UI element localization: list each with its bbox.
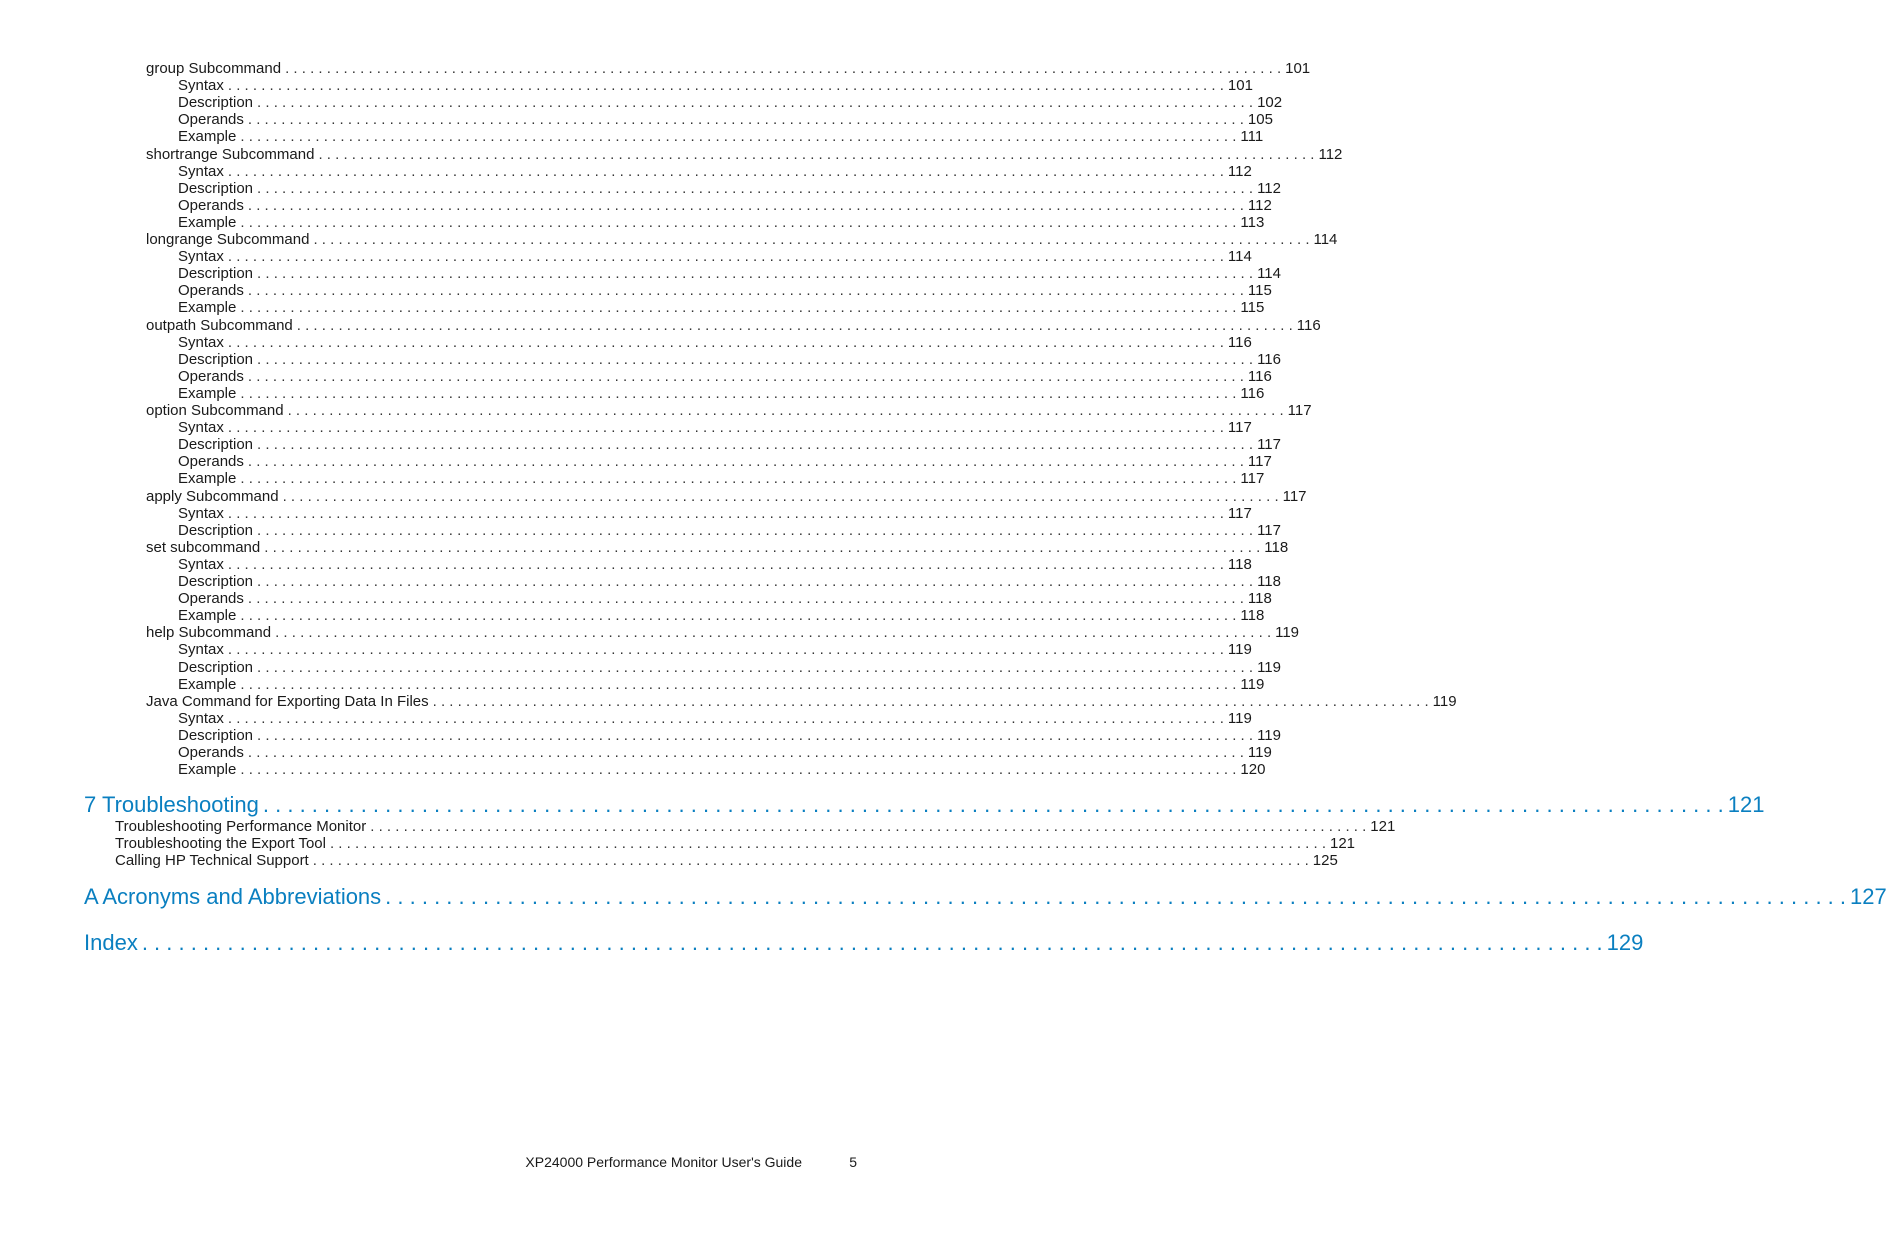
toc-entry[interactable]: [178, 761, 1266, 779]
toc-entry[interactable]: [178, 299, 1265, 317]
toc-entry-page: 125: [1312, 852, 1338, 870]
dot-leader: . . . . . . . . . . . . . . . . . . . . . . . . . . . . . . . . . . . . . . . . . . . . . . . . . . . . . . . . . . . . . . . . . . . . . . . . . . . . . . . . . . . . . . . . . . . . . . . . . . . . . . . . . . . . . . . . . . . . . . . .: [257, 573, 1254, 590]
toc-entry-label: Example: [178, 761, 237, 779]
toc-entry[interactable]: [178, 162, 1252, 180]
dot-leader: . . . . . . . . . . . . . . . . . . . . . . . . . . . . . . . . . . . . . . . . . . . . . . . . . . . . . . . . . . . . . . . . . . . . . . . . . . . . . . . . . . . . . . . . . . . . . . . . . . . . . . . . . . . . . . . . . . . . . . . .: [287, 402, 1284, 419]
toc-entry[interactable]: [146, 60, 1311, 77]
toc-entry-label: Description: [178, 573, 254, 590]
dot-leader: . . . . . . . . . . . . . . . . . . . . . . . . . . . . . . . . . . . . . . . . . . . . . . . . . . . . . . . . . . . . . . . . . . . . . . . . . . . . . . . . . . . . . . . . . . . . . . . . . . . . . . . . . . . . . . . . . . . . . . . .: [227, 555, 1224, 573]
toc-entry-label: Syntax: [178, 333, 224, 351]
toc-entry-label: Syntax: [178, 77, 224, 95]
toc-entry-page: 114: [1313, 231, 1338, 248]
dot-leader: . . . . . . . . . . . . . . . . . . . . . . . . . . . . . . . . . . . . . . . . . . . . . . . . . . . . . . . . . . . . . . . . . . . . . . . . . . . . . . . . . . . . . . . . . . . . . . . . . . . . . . . . . . . . . . . . . . . . . . . .: [240, 675, 1237, 693]
dot-leader: . . . . . . . . . . . . . . . . . . . . . . . . . . . . . . . . . . . . . . . . . . . . . . . . . . . . . . . . . . . . . . . . . . . . . . . . . . . . . . . . . . . . . . . . . . . . . . . . . . . . . . . . . . . . . . . . . . . . . . . .: [247, 196, 1244, 214]
dot-leader: . . . . . . . . . . . . . . . . . . . . . . . . . . . . . . . . . . . . . . . . . . . . . . . . . . . . . . . . . . . . . . . . . . . . . . . . . . . . . . . . . . . . . . . . . . . . . . . . . . . . . . . . . . . . . . . . . . . . . . . .: [141, 929, 1603, 955]
toc-entry-page: 120: [1240, 761, 1266, 779]
toc-entry[interactable]: [146, 402, 1312, 419]
toc-entry[interactable]: [146, 692, 1457, 710]
toc-entry-page: 116: [1257, 350, 1281, 368]
toc-entry-page: 121: [1370, 818, 1396, 836]
toc-entry[interactable]: [178, 282, 1272, 300]
toc-entry-page: 101: [1285, 60, 1311, 77]
toc-entry-page: 118: [1264, 538, 1289, 556]
toc-entry[interactable]: [146, 316, 1321, 334]
toc-entry-page: 119: [1227, 709, 1252, 727]
dot-leader: . . . . . . . . . . . . . . . . . . . . . . . . . . . . . . . . . . . . . . . . . . . . . . . . . . . . . . . . . . . . . . . . . . . . . . . . . . . . . . . . . . . . . . . . . . . . . . . . . . . . . . . . . . . . . . . . . . . . . . . .: [285, 60, 1282, 77]
toc-entry-label: Description: [178, 94, 254, 112]
dot-leader: . . . . . . . . . . . . . . . . . . . . . . . . . . . . . . . . . . . . . . . . . . . . . . . . . . . . . . . . . . . . . . . . . . . . . . . . . . . . . . . . . . . . . . . . . . . . . . . . . . . . . . . . . . . . . . . . . . . . . . . .: [240, 213, 1237, 231]
toc-entry-label: Description: [178, 521, 254, 539]
dot-leader: . . . . . . . . . . . . . . . . . . . . . . . . . . . . . . . . . . . . . . . . . . . . . . . . . . . . . . . . . . . . . . . . . . . . . . . . . . . . . . . . . . . . . . . . . . . . . . . . . . . . . . . . . . . . . . . . . . . . . . . .: [247, 744, 1244, 761]
toc-entry-page: 113: [1240, 213, 1265, 231]
dot-leader: . . . . . . . . . . . . . . . . . . . . . . . . . . . . . . . . . . . . . . . . . . . . . . . . . . . . . . . . . . . . . . . . . . . . . . . . . . . . . . . . . . . . . . . . . . . . . . . . . . . . . . . . . . . . . . . . . . . . . . . .: [240, 384, 1237, 402]
toc-entry-label: longrange Subcommand: [146, 231, 310, 248]
toc-entry-label: Operands: [178, 590, 244, 608]
toc-entry-label: Description: [178, 658, 254, 676]
toc-entry-label: Description: [178, 265, 254, 283]
toc-entry-label: Syntax: [178, 248, 224, 266]
toc-entry-label: Calling HP Technical Support: [115, 852, 309, 870]
dot-leader: . . . . . . . . . . . . . . . . . . . . . . . . . . . . . . . . . . . . . . . . . . . . . . . . . . . . . . . . . . . . . . . . . . . . . . . . . . . . . . . . . . . . . . . . . . . . . . . . . . . . . . . . . . . . . . . . . . . . . . . .: [282, 487, 1279, 505]
toc-entry[interactable]: [178, 590, 1272, 608]
toc-entry-page: 114: [1227, 248, 1252, 266]
toc-entry-page: 118: [1247, 590, 1272, 608]
toc-entry-page: 117: [1257, 436, 1281, 454]
dot-leader: . . . . . . . . . . . . . . . . . . . . . . . . . . . . . . . . . . . . . . . . . . . . . . . . . . . . . . . . . . . . . . . . . . . . . . . . . . . . . . . . . . . . . . . . . . . . . . . . . . . . . . . . . . . . . . . . . . . . . . . .: [247, 367, 1244, 385]
toc-entry-label: Troubleshooting Performance Monitor: [115, 818, 367, 836]
toc-chapter-entry[interactable]: [84, 929, 1644, 956]
dot-leader: . . . . . . . . . . . . . . . . . . . . . . . . . . . . . . . . . . . . . . . . . . . . . . . . . . . . . . . . . . . . . . . . . . . . . . . . . . . . . . . . . . . . . . . . . . . . . . . . . . . . . . . . . . . . . . . . . . . . . . . .: [432, 692, 1429, 710]
toc-entry[interactable]: [178, 128, 1264, 146]
dot-leader: . . . . . . . . . . . . . . . . . . . . . . . . . . . . . . . . . . . . . . . . . . . . . . . . . . . . . . . . . . . . . . . . . . . . . . . . . . . . . . . . . . . . . . . . . . . . . . . . . . . . . . . . . . . . . . . . . . . . . . . .: [257, 94, 1254, 112]
footer-page-number: 5: [849, 1154, 857, 1170]
dot-leader: . . . . . . . . . . . . . . . . . . . . . . . . . . . . . . . . . . . . . . . . . . . . . . . . . . . . . . . . . . . . . . . . . . . . . . . . . . . . . . . . . . . . . . . . . . . . . . . . . . . . . . . . . . . . . . . . . . . . . . . .: [312, 852, 1309, 870]
toc-entry-label: Java Command for Exporting Data In Files: [146, 692, 429, 710]
dot-leader: . . . . . . . . . . . . . . . . . . . . . . . . . . . . . . . . . . . . . . . . . . . . . . . . . . . . . . . . . . . . . . . . . . . . . . . . . . . . . . . . . . . . . . . . . . . . . . . . . . . . . . . . . . . . . . . . . . . . . . . .: [296, 316, 1293, 334]
toc-entry-page: 118: [1227, 555, 1252, 573]
dot-leader: . . . . . . . . . . . . . . . . . . . . . . . . . . . . . . . . . . . . . . . . . . . . . . . . . . . . . . . . . . . . . . . . . . . . . . . . . . . . . . . . . . . . . . . . . . . . . . . . . . . . . . . . . . . . . . . . . . . . . . . .: [257, 265, 1254, 283]
dot-leader: . . . . . . . . . . . . . . . . . . . . . . . . . . . . . . . . . . . . . . . . . . . . . . . . . . . . . . . . . . . . . . . . . . . . . . . . . . . . . . . . . . . . . . . . . . . . . . . . . . . . . . . . . . . . . . . . . . . . . . . .: [227, 641, 1224, 659]
dot-leader: . . . . . . . . . . . . . . . . . . . . . . . . . . . . . . . . . . . . . . . . . . . . . . . . . . . . . . . . . . . . . . . . . . . . . . . . . . . . . . . . . . . . . . . . . . . . . . . . . . . . . . . . . . . . . . . . . . . . . . . .: [247, 282, 1244, 300]
toc-entry-page: 119: [1227, 641, 1252, 659]
dot-leader: . . . . . . . . . . . . . . . . . . . . . . . . . . . . . . . . . . . . . . . . . . . . . . . . . . . . . . . . . . . . . . . . . . . . . . . . . . . . . . . . . . . . . . . . . . . . . . . . . . . . . . . . . . . . . . . . . . . . . . . .: [257, 726, 1254, 744]
dot-leader: . . . . . . . . . . . . . . . . . . . . . . . . . . . . . . . . . . . . . . . . . . . . . . . . . . . . . . . . . . . . . . . . . . . . . . . . . . . . . . . . . . . . . . . . . . . . . . . . . . . . . . . . . . . . . . . . . . . . . . . .: [227, 77, 1224, 95]
toc-entry-label: shortrange Subcommand: [146, 145, 315, 163]
toc-entry-page: 115: [1240, 299, 1265, 317]
dot-leader: . . . . . . . . . . . . . . . . . . . . . . . . . . . . . . . . . . . . . . . . . . . . . . . . . . . . . . . . . . . . . . . . . . . . . . . . . . . . . . . . . . . . . . . . . . . . . . . . . . . . . . . . . . . . . . . . . . . . . . . .: [257, 179, 1254, 197]
toc-entry-label: Example: [178, 384, 237, 402]
toc-entry-label: Example: [178, 470, 237, 488]
toc-entry-page: 116: [1227, 333, 1252, 351]
toc-entry-page: 112: [1227, 162, 1252, 180]
toc-entry-label: Example: [178, 675, 237, 693]
toc-entry-page: 119: [1432, 692, 1457, 710]
dot-leader: . . . . . . . . . . . . . . . . . . . . . . . . . . . . . . . . . . . . . . . . . . . . . . . . . . . . . . . . . . . . . . . . . . . . . . . . . . . . . . . . . . . . . . . . . . . . . . . . . . . . . . . . . . . . . . . . . . . . . . . .: [257, 436, 1254, 454]
toc-entry-label: Troubleshooting the Export Tool: [115, 835, 326, 853]
dot-leader: . . . . . . . . . . . . . . . . . . . . . . . . . . . . . . . . . . . . . . . . . . . . . . . . . . . . . . . . . . . . . . . . . . . . . . . . . . . . . . . . . . . . . . . . . . . . . . . . . . . . . . . . . . . . . . . . . . . . . . . .: [370, 818, 1367, 836]
dot-leader: . . . . . . . . . . . . . . . . . . . . . . . . . . . . . . . . . . . . . . . . . . . . . . . . . . . . . . . . . . . . . . . . . . . . . . . . . . . . . . . . . . . . . . . . . . . . . . . . . . . . . . . . . . . . . . . . . . . . . . . .: [247, 590, 1244, 608]
toc-entry[interactable]: [178, 179, 1281, 197]
toc-entry-page: 116: [1247, 367, 1272, 385]
toc-entry-label: Syntax: [178, 504, 224, 522]
toc-entry[interactable]: [178, 504, 1252, 522]
toc-entry[interactable]: [178, 196, 1272, 214]
toc-entry-page: 127: [1850, 883, 1887, 909]
toc-entry-page: 118: [1257, 573, 1281, 590]
toc-entry-label: Description: [178, 726, 254, 744]
toc-entry-page: 112: [1257, 179, 1281, 197]
toc-entry-label: Operands: [178, 196, 244, 214]
dot-leader: . . . . . . . . . . . . . . . . . . . . . . . . . . . . . . . . . . . . . . . . . . . . . . . . . . . . . . . . . . . . . . . . . . . . . . . . . . . . . . . . . . . . . . . . . . . . . . . . . . . . . . . . . . . . . . . . . . . . . . . .: [313, 231, 1310, 248]
toc-entry-page: 119: [1257, 658, 1281, 676]
toc-entry-page: 105: [1247, 111, 1273, 129]
page-footer: [0, 1154, 954, 1174]
toc-entry-label: Syntax: [178, 641, 224, 659]
toc-entry-page: 119: [1275, 624, 1300, 642]
toc-entry-label: Example: [178, 607, 237, 625]
dot-leader: . . . . . . . . . . . . . . . . . . . . . . . . . . . . . . . . . . . . . . . . . . . . . . . . . . . . . . . . . . . . . . . . . . . . . . . . . . . . . . . . . . . . . . . . . . . . . . . . . . . . . . . . . . . . . . . . . . . . . . . .: [240, 607, 1237, 625]
toc-entry[interactable]: [146, 538, 1289, 556]
footer-title: XP24000 Performance Monitor User's Guide: [525, 1154, 802, 1170]
toc-entry-label: Operands: [178, 453, 244, 471]
toc-entry-page: 129: [1606, 929, 1644, 955]
toc-entry-label: Operands: [178, 111, 244, 129]
toc-entry[interactable]: [146, 487, 1307, 505]
toc-entry[interactable]: [178, 111, 1273, 129]
toc-entry-label: Example: [178, 213, 237, 231]
dot-leader: . . . . . . . . . . . . . . . . . . . . . . . . . . . . . . . . . . . . . . . . . . . . . . . . . . . . . . . . . . . . . . . . . . . . . . . . . . . . . . . . . . . . . . . . . . . . . . . . . . . . . . . . . . . . . . . . . . . . . . . .: [247, 453, 1244, 471]
toc-entry[interactable]: [178, 744, 1272, 761]
toc-entry-page: 116: [1296, 316, 1321, 334]
dot-leader: . . . . . . . . . . . . . . . . . . . . . . . . . . . . . . . . . . . . . . . . . . . . . . . . . . . . . . . . . . . . . . . . . . . . . . . . . . . . . . . . . . . . . . . . . . . . . . . . . . . . . . . . . . . . . . . . . . . . . . . .: [264, 538, 1261, 556]
toc-entry-page: 115: [1247, 282, 1272, 300]
dot-leader: . . . . . . . . . . . . . . . . . . . . . . . . . . . . . . . . . . . . . . . . . . . . . . . . . . . . . . . . . . . . . . . . . . . . . . . . . . . . . . . . . . . . . . . . . . . . . . . . . . . . . . . . . . . . . . . . . . . . . . . .: [240, 128, 1237, 146]
toc-entry-page: 114: [1257, 265, 1281, 283]
toc-entry-label: Example: [178, 128, 237, 146]
toc-entry-label: Syntax: [178, 162, 224, 180]
toc-entry-page: 119: [1257, 726, 1281, 744]
toc-entry-page: 112: [1318, 145, 1343, 163]
toc-entry-page: 112: [1247, 196, 1272, 214]
toc-entry[interactable]: [178, 641, 1252, 659]
toc-entry[interactable]: [178, 521, 1281, 539]
toc-entry-page: 117: [1227, 504, 1252, 522]
toc-entry-label: set subcommand: [146, 538, 261, 556]
dot-leader: . . . . . . . . . . . . . . . . . . . . . . . . . . . . . . . . . . . . . . . . . . . . . . . . . . . . . . . . . . . . . . . . . . . . . . . . . . . . . . . . . . . . . . . . . . . . . . . . . . . . . . . . . . . . . . . . . . . . . . . .: [240, 470, 1237, 488]
toc-entry[interactable]: [178, 333, 1252, 351]
dot-leader: . . . . . . . . . . . . . . . . . . . . . . . . . . . . . . . . . . . . . . . . . . . . . . . . . . . . . . . . . . . . . . . . . . . . . . . . . . . . . . . . . . . . . . . . . . . . . . . . . . . . . . . . . . . . . . . . . . . . . . . .: [275, 624, 1272, 642]
toc-entry-page: 117: [1240, 470, 1265, 488]
toc-entry[interactable]: [178, 213, 1265, 231]
toc-entry[interactable]: [178, 573, 1281, 590]
toc-entry-label: Syntax: [178, 419, 224, 437]
toc-entry[interactable]: [178, 436, 1281, 454]
toc-entry-label: apply Subcommand: [146, 487, 279, 505]
toc-entry[interactable]: [115, 852, 1338, 870]
toc-entry-label: Operands: [178, 282, 244, 300]
toc-entry-label: Example: [178, 299, 237, 317]
toc-entry[interactable]: [178, 555, 1252, 573]
toc-entry-page: 116: [1240, 384, 1265, 402]
toc-entry-label: 7 Troubleshooting: [84, 792, 259, 818]
toc-entry-page: 119: [1240, 675, 1265, 693]
toc-entry-page: 111: [1240, 128, 1264, 146]
toc-entry-page: 117: [1227, 419, 1252, 437]
toc-entry-label: A Acronyms and Abbreviations: [84, 883, 382, 909]
dot-leader: . . . . . . . . . . . . . . . . . . . . . . . . . . . . . . . . . . . . . . . . . . . . . . . . . . . . . . . . . . . . . . . . . . . . . . . . . . . . . . . . . . . . . . . . . . . . . . . . . . . . . . . . . . . . . . . . . . . . . . . .: [227, 419, 1224, 437]
toc-entry[interactable]: [178, 726, 1281, 744]
toc-entry-page: 119: [1247, 744, 1272, 761]
toc-entry[interactable]: [146, 145, 1343, 163]
toc-entry[interactable]: [115, 818, 1396, 836]
dot-leader: . . . . . . . . . . . . . . . . . . . . . . . . . . . . . . . . . . . . . . . . . . . . . . . . . . . . . . . . . . . . . . . . . . . . . . . . . . . . . . . . . . . . . . . . . . . . . . . . . . . . . . . . . . . . . . . . . . . . . . . .: [227, 162, 1224, 180]
toc-entry-label: Index: [84, 929, 138, 955]
toc-entry-label: outpath Subcommand: [146, 316, 293, 334]
toc-entry[interactable]: [178, 470, 1265, 488]
dot-leader: . . . . . . . . . . . . . . . . . . . . . . . . . . . . . . . . . . . . . . . . . . . . . . . . . . . . . . . . . . . . . . . . . . . . . . . . . . . . . . . . . . . . . . . . . . . . . . . . . . . . . . . . . . . . . . . . . . . . . . . .: [257, 350, 1254, 368]
toc-entry-page: 117: [1282, 487, 1307, 505]
toc-entry-page: 117: [1257, 521, 1281, 539]
toc-entry-label: help Subcommand: [146, 624, 272, 642]
toc-entry[interactable]: [178, 658, 1281, 676]
toc-entry[interactable]: [115, 835, 1356, 853]
toc-entry[interactable]: [178, 367, 1272, 385]
toc-entry-label: Syntax: [178, 555, 224, 573]
toc-entry[interactable]: [178, 419, 1252, 437]
toc-entry-page: 102: [1257, 94, 1283, 112]
dot-leader: . . . . . . . . . . . . . . . . . . . . . . . . . . . . . . . . . . . . . . . . . . . . . . . . . . . . . . . . . . . . . . . . . . . . . . . . . . . . . . . . . . . . . . . . . . . . . . . . . . . . . . . . . . . . . . . . . . . . . . . .: [240, 299, 1237, 317]
dot-leader: . . . . . . . . . . . . . . . . . . . . . . . . . . . . . . . . . . . . . . . . . . . . . . . . . . . . . . . . . . . . . . . . . . . . . . . . . . . . . . . . . . . . . . . . . . . . . . . . . . . . . . . . . . . . . . . . . . . . . . . .: [227, 248, 1224, 266]
dot-leader: . . . . . . . . . . . . . . . . . . . . . . . . . . . . . . . . . . . . . . . . . . . . . . . . . . . . . . . . . . . . . . . . . . . . . . . . . . . . . . . . . . . . . . . . . . . . . . . . . . . . . . . . . . . . . . . . . . . . . . . .: [262, 792, 1724, 818]
toc-entry-label: group Subcommand: [146, 60, 282, 77]
dot-leader: . . . . . . . . . . . . . . . . . . . . . . . . . . . . . . . . . . . . . . . . . . . . . . . . . . . . . . . . . . . . . . . . . . . . . . . . . . . . . . . . . . . . . . . . . . . . . . . . . . . . . . . . . . . . . . . . . . . . . . . .: [247, 111, 1244, 129]
toc-entry-label: Syntax: [178, 709, 224, 727]
toc-entry[interactable]: [178, 77, 1253, 95]
toc-entry[interactable]: [178, 248, 1252, 266]
toc-entry-page: 101: [1227, 77, 1253, 95]
dot-leader: . . . . . . . . . . . . . . . . . . . . . . . . . . . . . . . . . . . . . . . . . . . . . . . . . . . . . . . . . . . . . . . . . . . . . . . . . . . . . . . . . . . . . . . . . . . . . . . . . . . . . . . . . . . . . . . . . . . . . . . .: [257, 658, 1254, 676]
toc-entry-label: Description: [178, 350, 254, 368]
toc-entry[interactable]: [178, 350, 1281, 368]
toc-entry[interactable]: [178, 607, 1265, 625]
toc-entry-page: 118: [1240, 607, 1265, 625]
dot-leader: . . . . . . . . . . . . . . . . . . . . . . . . . . . . . . . . . . . . . . . . . . . . . . . . . . . . . . . . . . . . . . . . . . . . . . . . . . . . . . . . . . . . . . . . . . . . . . . . . . . . . . . . . . . . . . . . . . . . . . . .: [227, 709, 1224, 727]
dot-leader: . . . . . . . . . . . . . . . . . . . . . . . . . . . . . . . . . . . . . . . . . . . . . . . . . . . . . . . . . . . . . . . . . . . . . . . . . . . . . . . . . . . . . . . . . . . . . . . . . . . . . . . . . . . . . . . . . . . . . . . .: [257, 521, 1254, 539]
toc-entry-label: Operands: [178, 744, 244, 761]
toc-entry-label: Operands: [178, 367, 244, 385]
dot-leader: . . . . . . . . . . . . . . . . . . . . . . . . . . . . . . . . . . . . . . . . . . . . . . . . . . . . . . . . . . . . . . . . . . . . . . . . . . . . . . . . . . . . . . . . . . . . . . . . . . . . . . . . . . . . . . . . . . . . . . . .: [227, 333, 1224, 351]
toc-entry[interactable]: [178, 453, 1272, 471]
dot-leader: . . . . . . . . . . . . . . . . . . . . . . . . . . . . . . . . . . . . . . . . . . . . . . . . . . . . . . . . . . . . . . . . . . . . . . . . . . . . . . . . . . . . . . . . . . . . . . . . . . . . . . . . . . . . . . . . . . . . . . . .: [240, 761, 1237, 779]
toc-chapter-entry[interactable]: [84, 883, 1887, 910]
toc-entry[interactable]: [146, 624, 1300, 642]
toc-entry-label: option Subcommand: [146, 402, 284, 419]
dot-leader: . . . . . . . . . . . . . . . . . . . . . . . . . . . . . . . . . . . . . . . . . . . . . . . . . . . . . . . . . . . . . . . . . . . . . . . . . . . . . . . . . . . . . . . . . . . . . . . . . . . . . . . . . . . . . . . . . . . . . . . .: [329, 835, 1326, 853]
toc-entry[interactable]: [178, 675, 1265, 693]
toc-entry-page: 117: [1287, 402, 1312, 419]
toc-entry-page: 121: [1727, 792, 1765, 818]
dot-leader: . . . . . . . . . . . . . . . . . . . . . . . . . . . . . . . . . . . . . . . . . . . . . . . . . . . . . . . . . . . . . . . . . . . . . . . . . . . . . . . . . . . . . . . . . . . . . . . . . . . . . . . . . . . . . . . . . . . . . . . .: [227, 504, 1224, 522]
toc-entry-label: Description: [178, 179, 254, 197]
toc-entry-page: 121: [1330, 835, 1356, 853]
toc-entry[interactable]: [178, 709, 1252, 727]
toc-entry[interactable]: [178, 265, 1281, 283]
toc-entry-page: 117: [1247, 453, 1272, 471]
toc-entry[interactable]: [178, 384, 1265, 402]
dot-leader: . . . . . . . . . . . . . . . . . . . . . . . . . . . . . . . . . . . . . . . . . . . . . . . . . . . . . . . . . . . . . . . . . . . . . . . . . . . . . . . . . . . . . . . . . . . . . . . . . . . . . . . . . . . . . . . . . . . . . . . .: [385, 883, 1847, 909]
toc-entry[interactable]: [146, 231, 1338, 248]
dot-leader: . . . . . . . . . . . . . . . . . . . . . . . . . . . . . . . . . . . . . . . . . . . . . . . . . . . . . . . . . . . . . . . . . . . . . . . . . . . . . . . . . . . . . . . . . . . . . . . . . . . . . . . . . . . . . . . . . . . . . . . .: [318, 145, 1315, 163]
toc-chapter-entry[interactable]: [84, 792, 1765, 818]
toc-entry[interactable]: [178, 94, 1283, 112]
toc-entry-label: Description: [178, 436, 254, 454]
